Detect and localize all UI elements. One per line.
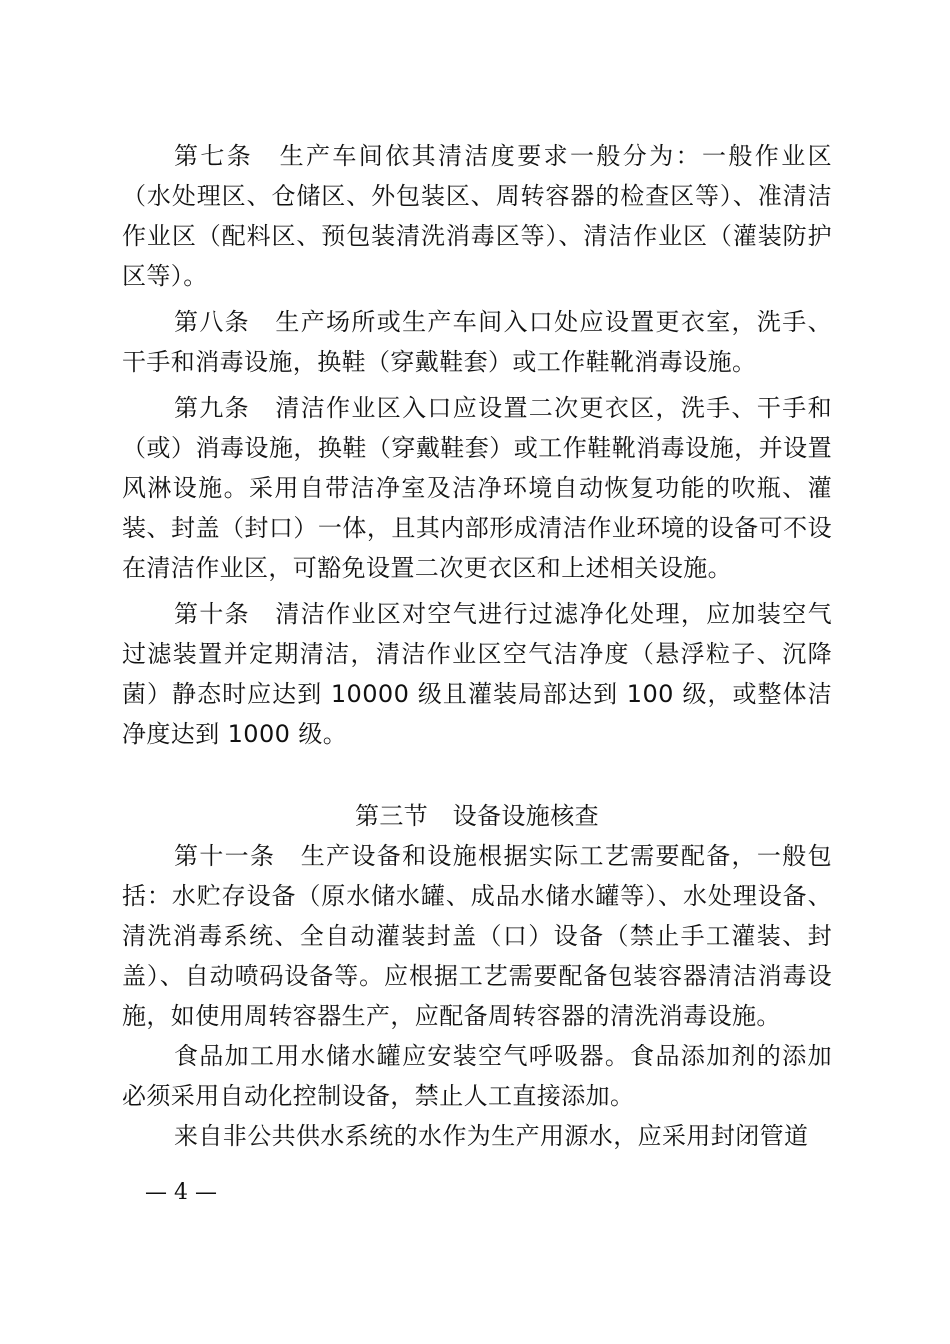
article-label: 第十条 <box>174 600 251 628</box>
article-11 <box>122 836 832 1036</box>
article-text: 清洁作业区入口应设置二次更衣区，洗手、干手和（或）消毒设施，换鞋（穿戴鞋套）或工作鞋靴消毒设施，并设置风淋设施。采用自带洁净室及洁净环境自动恢复功能的吹瓶、灌装、封盖（封口）一体，且其内部形成清洁作业环境的设备可不设在清洁作业区，可豁免设置二次更衣区和上述相关设施。 <box>122 394 832 582</box>
article-label: 第八条 <box>174 308 251 336</box>
article-text: 生产场所或生产车间入口处应设置更衣室，洗手、干手和消毒设施，换鞋（穿戴鞋套）或工作鞋靴消毒设施。 <box>122 308 832 376</box>
paragraph-water-tank <box>122 1036 832 1116</box>
page-number: — 4 — <box>145 1180 217 1205</box>
article-9 <box>122 388 832 588</box>
document-body <box>122 136 832 1156</box>
article-text: 生产车间依其清洁度要求一般分为：一般作业区（水处理区、仓储区、外包装区、周转容器的检查区等）、准清洁作业区（配料区、预包装清洗消毒区等）、清洁作业区（灌装防护区等）。 <box>122 142 832 290</box>
article-10 <box>122 594 832 754</box>
article-8 <box>122 302 832 382</box>
paragraph-text: 食品加工用水储水罐应安装空气呼吸器。食品添加剂的添加必须采用自动化控制设备，禁止人工直接添加。 <box>122 1042 832 1110</box>
article-label: 第十一条 <box>174 842 276 870</box>
article-label: 第七条 <box>174 142 254 170</box>
section-heading: 第三节 设备设施核查 <box>355 802 599 830</box>
paragraph-text: 来自非公共供水系统的水作为生产用源水，应采用封闭管道 <box>174 1122 809 1150</box>
paragraph-source-water <box>122 1116 832 1156</box>
article-text: 生产设备和设施根据实际工艺需要配备，一般包括：水贮存设备（原水储水罐、成品水储水罐等）、水处理设备、清洗消毒系统、全自动灌装封盖（口）设备（禁止手工灌装、封盖）、自动喷码设备等。应根据工艺需要配备包装容器清洁消毒设施，如使用周转容器生产，应配备周转容器的清洗消毒设施。 <box>122 842 832 1030</box>
article-label: 第九条 <box>174 394 251 422</box>
article-7 <box>122 136 832 296</box>
article-text: 清洁作业区对空气进行过滤净化处理，应加装空气过滤装置并定期清洁，清洁作业区空气洁净度（悬浮粒子、沉降菌）静态时应达到 10000 级且灌装局部达到 100 级，或整体洁净度达到 1000 级。 <box>122 600 832 748</box>
